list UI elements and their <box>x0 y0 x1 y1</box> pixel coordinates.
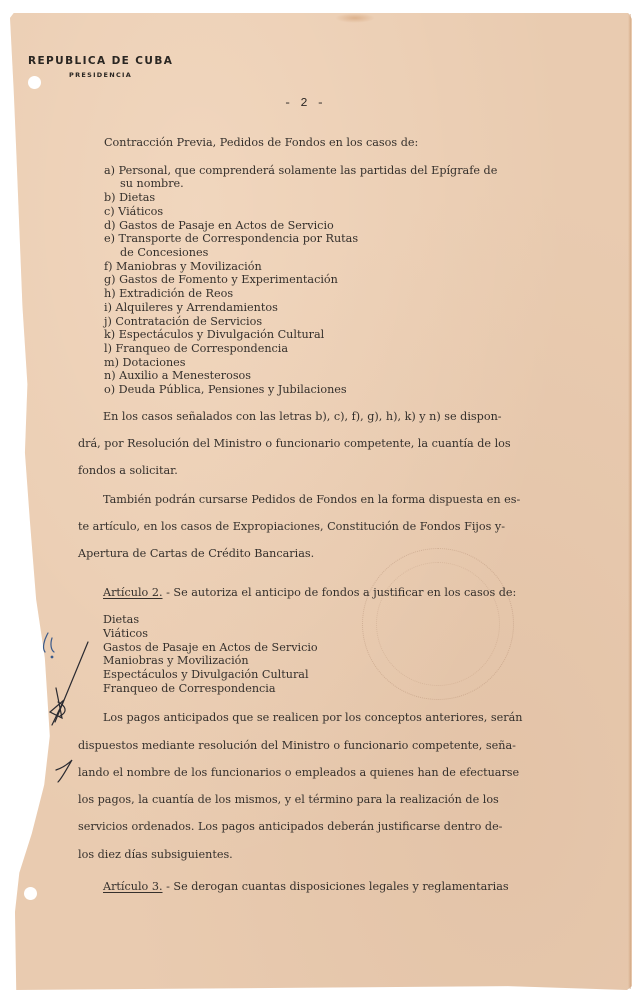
paragraph-line: También podrán cursarse Pedidos de Fondos en la forma dispuesta en es- <box>103 493 521 506</box>
advance-item: Espectáculos y Divulgación Cultural <box>103 668 309 681</box>
letterhead-subtitle: PRESIDENCIA <box>69 71 133 79</box>
list-item: h) Extradición de Reos <box>104 287 234 300</box>
faded-seal-stamp-inner <box>376 562 500 686</box>
list-item: l) Franqueo de Correspondencia <box>104 342 289 355</box>
article-2-line <box>103 586 516 599</box>
paragraph-line: los pagos, la cuantía de los mismos, y el término para la realización de los <box>78 793 499 806</box>
advance-item: Viáticos <box>103 627 148 640</box>
paragraph-line: servicios ordenados. Los pagos anticipados deberán justificarse dentro de- <box>78 820 503 833</box>
advance-item: Dietas <box>103 613 140 626</box>
list-item: j) Contratación de Servicios <box>104 315 263 328</box>
paragraph-line: drá, por Resolución del Ministro o funcionario competente, la cuantía de los <box>78 437 511 450</box>
list-item: n) Auxilio a Menesterosos <box>104 369 252 382</box>
paragraph-line: lando el nombre de los funcionarios o empleados a quienes han de efectuarse <box>78 766 520 779</box>
intro-line: Contracción Previa, Pedidos de Fondos en los casos de: <box>104 136 419 149</box>
paper-edge <box>628 14 631 989</box>
list-item: e) Transporte de Correspondencia por Rutas <box>104 232 359 245</box>
list-item: c) Viáticos <box>104 205 164 218</box>
list-item: i) Alquileres y Arrendamientos <box>104 301 278 314</box>
paragraph-line: te artículo, en los casos de Expropiaciones, Constitución de Fondos Fijos y- <box>78 520 506 533</box>
article-3-line <box>103 880 509 893</box>
page-number: - 2 - <box>284 96 326 110</box>
paper-stain <box>335 13 375 23</box>
punch-hole <box>24 887 37 900</box>
list-item-continuation: su nombre. <box>120 177 184 190</box>
punch-hole <box>28 76 41 89</box>
list-item: g) Gastos de Fomento y Experimentación <box>104 273 338 286</box>
paragraph-line: Los pagos anticipados que se realicen por los conceptos anteriores, serán <box>103 711 523 724</box>
paragraph-line: dispuestos mediante resolución del Ministro o funcionario competente, seña- <box>78 739 516 752</box>
article-3-heading: Artículo 3. <box>103 880 163 893</box>
list-item: a) Personal, que comprenderá solamente las partidas del Epígrafe de <box>104 164 498 177</box>
list-item: o) Deuda Pública, Pensiones y Jubilaciones <box>104 383 347 396</box>
list-item: b) Dietas <box>104 191 156 204</box>
paragraph-line: los diez días subsiguientes. <box>78 848 233 861</box>
list-item: m) Dotaciones <box>104 356 186 369</box>
article-3-text: - Se derogan cuantas disposiciones legales y reglamentarias <box>162 880 509 893</box>
letterhead-title: REPUBLICA DE CUBA <box>28 55 174 67</box>
paragraph-line: Apertura de Cartas de Crédito Bancarias. <box>78 547 315 560</box>
paragraph-line: fondos a solicitar. <box>78 464 178 477</box>
list-item-continuation: de Concesiones <box>120 246 209 259</box>
paragraph-line: En los casos señalados con las letras b), c), f), g), h), k) y n) se dispon- <box>103 410 502 423</box>
advance-item: Franqueo de Correspondencia <box>103 682 276 695</box>
list-item: f) Maniobras y Movilización <box>104 260 262 273</box>
list-item: k) Espectáculos y Divulgación Cultural <box>104 328 325 341</box>
article-2-heading: Artículo 2. <box>103 586 163 599</box>
article-2-text: - Se autoriza el anticipo de fondos a justificar en los casos de: <box>162 586 517 599</box>
advance-item: Gastos de Pasaje en Actos de Servicio <box>103 641 318 654</box>
list-item: d) Gastos de Pasaje en Actos de Servicio <box>104 219 334 232</box>
advance-item: Maniobras y Movilización <box>103 654 249 667</box>
